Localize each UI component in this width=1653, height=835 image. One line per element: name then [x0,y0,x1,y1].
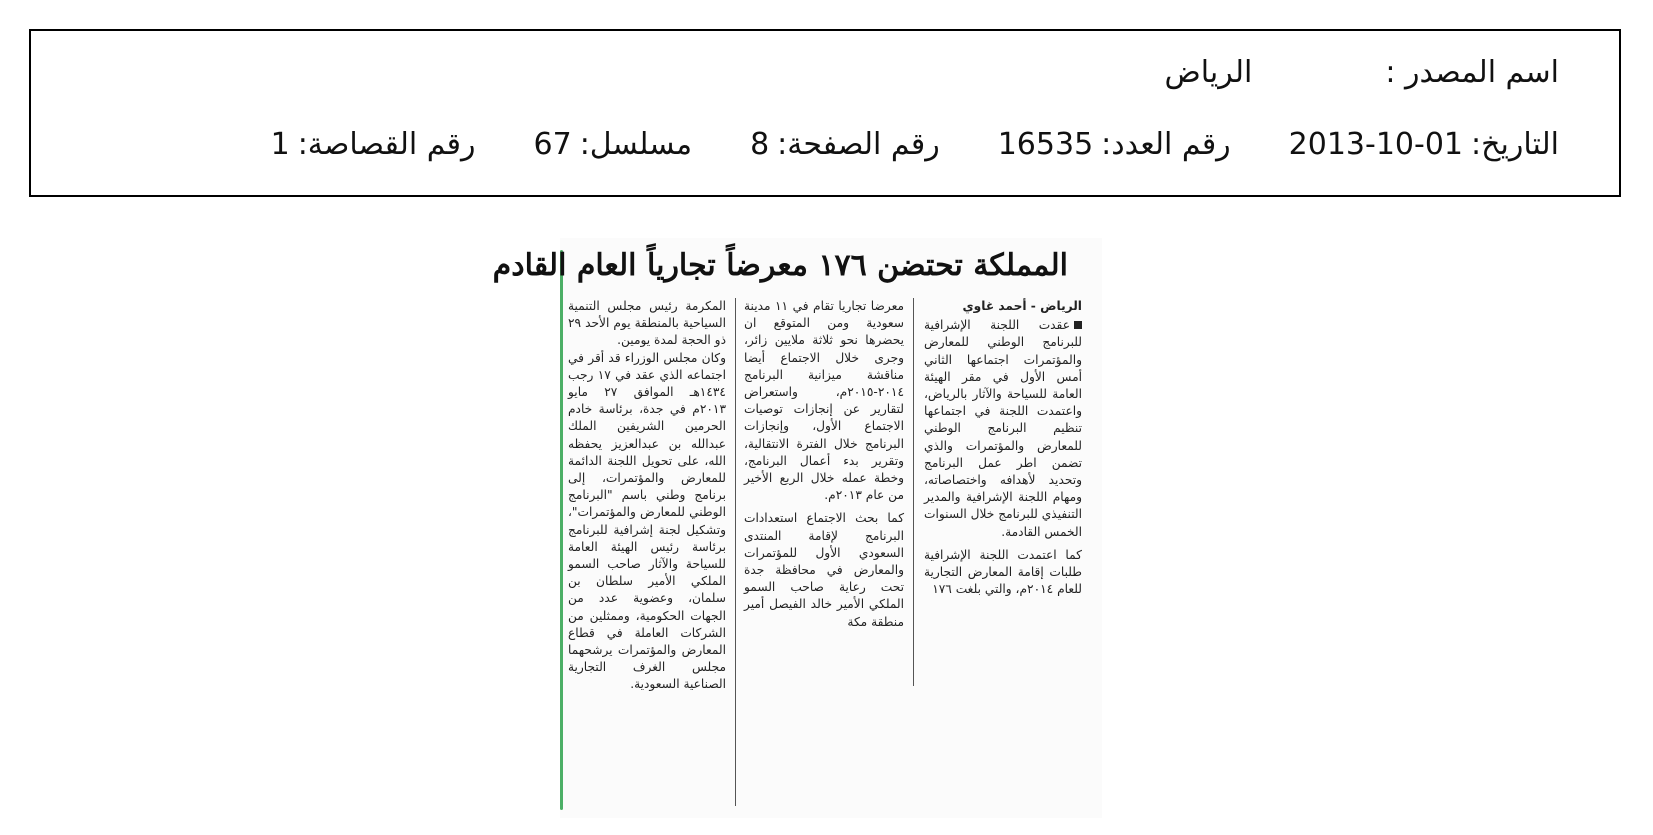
source-value-field [1165,55,1253,90]
clipping-edge-rule [560,250,563,810]
details-row [271,127,1559,162]
bullet-icon [1074,321,1082,329]
page-field [750,127,940,162]
column-2-text: معرضا تجاريا تقام في ١١ مدينة سعودية ومن المتوقع ان يحضرها نحو ثلاثة ملايين زائر، وجرى خلال الاجتماع أيضا مناقشة ميزانية البرنامج ٢٠١٤-٢٠١٥م، واستعراض لتقارير عن إنجازات توصيات الاجتماع الأول، وإنجازات البرنامج خلال الفترة الانتقالية، وتقرير بدء أعمال البرنامج، وخطة عمله خلال الربع الأخير من عام ٢٠١٣م. [744,299,904,503]
clip-number-field [271,127,476,162]
newspaper-clipping [492,238,1102,818]
article-byline: الرياض - أحمد غاوي [962,299,1082,313]
clip-number-label: رقم القصاصة: [297,127,476,162]
column-1-text-2: كما اعتمدت اللجنة الإشرافية طلبات إقامة المعارض التجارية للعام ٢٠١٤م، والتي بلغت ١٧٦ [924,547,1082,597]
serial-label: مسلسل: [579,127,693,162]
page-label: رقم الصفحة: [777,127,940,162]
source-label: اسم المصدر : [1385,55,1559,90]
date-label: التاريخ: [1471,127,1559,162]
serial-field [534,127,693,162]
source-row [1165,55,1559,90]
article-column-2 [744,298,904,631]
article-headline: المملكة تحتضن ١٧٦ معرضاً تجارياً العام القادم [492,248,1068,283]
column-3-text-2: وكان مجلس الوزراء قد أقر في اجتماعه الذي عقد في ١٧ رجب ١٤٣٤هـ الموافق ٢٧ مايو ٢٠١٣م في جدة، برئاسة خادم الحرمين الشريفين الملك عبدالله بن عبدالعزيز يحفظه الله، على تحويل اللجنة الدائمة للمعارض والمؤتمرات، إلى برنامج وطني باسم "البرنامج الوطني للمعارض والمؤتمرات"، وتشكيل لجنة إشرافية للبرنامج برئاسة رئيس الهيئة العامة للسياحة والآثار صاحب السمو الملكي الأمير سلطان بن سلمان، وعضوية عدد من الجهات الحكومية، وممثلين من الشركات العاملة في قطاع المعارض والمؤتمرات يرشحهما مجلس الغرف التجارية الصناعية السعودية. [568,350,726,692]
clipping-metadata-box [29,29,1621,197]
source-value: الرياض [1164,55,1253,90]
page-value: 8 [750,127,770,162]
source-field [1385,55,1559,90]
article-paragraph [924,317,1082,541]
issue-label: رقم العدد: [1101,127,1231,162]
issue-value: 16535 [997,127,1094,162]
column-3-text: المكرمة رئيس مجلس التنمية السياحية بالمنطقة يوم الأحد ٢٩ ذو الحجة لمدة يومين. [568,299,726,348]
date-field [1289,127,1559,162]
article-column-3 [568,298,726,694]
date-value: 2013-10-01 [1288,127,1464,162]
column-divider [735,298,736,806]
issue-field [998,127,1231,162]
column-2-text-2: كما بحث الاجتماع استعدادات البرنامج لإقامة المنتدى السعودي الأول للمؤتمرات والمعارض في محافظة جدة تحت رعاية صاحب السمو الملكي الأمير خالد الفيصل أمير منطقة مكة [744,511,904,629]
clip-number-value: 1 [270,127,290,162]
column-divider [913,298,914,686]
column-1-text: عقدت اللجنة الإشرافية للبرنامج الوطني للمعارض والمؤتمرات اجتماعها الثاني أمس الأول في مقر الهيئة العامة للسياحة والآثار بالرياض، واعتمدت اللجنة في اجتماعها تنظيم البرنامج الوطني للمعارض والمؤتمرات والذي تضمن اطر عمل البرنامج وتحديد لأهدافه واختصاصاته، ومهام اللجنة الإشرافية والمدير التنفيذي للبرنامج خلال السنوات الخمس القادمة. [924,318,1082,539]
serial-value: 67 [533,127,572,162]
article-column-1 [924,298,1082,598]
